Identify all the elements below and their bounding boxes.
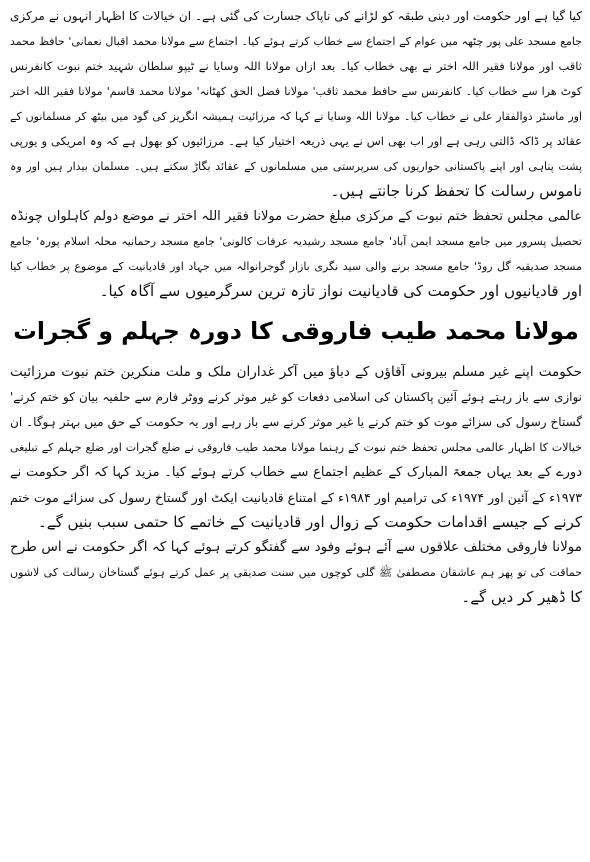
document-page	[10, 4, 582, 856]
text-line: نوازی سے باز رہتے ہوئے آئین پاکستان کی اسلامی دفعات کو غیر موثر کرنے ووٹر فارم سے حلفیہ بیان کو ختم کرنے'	[10, 390, 582, 404]
text-line: مولانا فاروقی مختلف علاقوں سے آئے ہوئے وفود سے گفتگو کرتے ہوئے کہا کہ اگر حکومت نے اس طرح	[10, 539, 582, 555]
text-line: کا ڈھیر کر دیں گے۔	[461, 588, 582, 606]
text-line: پشت پناہی اور اپنے پاکستانی حواریوں کی سرپرستی میں مسلمانوں کے عقائد بگاڑ سکتے ہیں۔ مسلمان بیدار ہیں اور وہ	[10, 160, 582, 173]
paragraph-delegations-conversation	[10, 535, 582, 610]
text-line: مسجد صدیقیہ گل روڈ' جامع مسجد برنے والی سید نگری بازار گوجرانوالہ میں جہاد اور قادیانیت کے موضوع پر خطاب کیا	[10, 260, 582, 273]
text-line: ناموس رسالت کا تحفظ کرنا جانتے ہیں۔	[330, 182, 582, 200]
text-line: اور قادیانیوں اور حکومت کی قادیانیت نواز تازہ ترین سرگرمیوں سے آگاہ کیا۔	[99, 282, 582, 300]
paragraph-tayyab-farooqi-speech	[10, 360, 582, 535]
text-line: حماقت کی تو پھر ہم عاشقان مصطفیٰ ﷺ گلی کوچوں میں سنت صدیقی پر عمل کرتے ہوئے گستاخان رسالت کی لاشوں	[10, 566, 582, 579]
text-line: کوٹ ھرا سے خطاب کیا۔ کانفرنس سے حافظ محمد ثاقب' مولانا فضل الحق کھٹانہ' مولانا محمد قاسم' مولانا فقیر اللہ اختر	[10, 85, 582, 98]
paragraph-faqeer-ullah-akhtar	[10, 204, 582, 304]
text-line: دورے کے بعد یہاں جمعۃ المبارک کے عظیم اجتماع سے خطاب کرتے ہوئے کیا۔ مزید کہا کہ اگر حکومت نے	[10, 465, 582, 480]
section-heading: مولانا محمد طیب فاروقی کا دورہ جہلم و گجرات	[13, 317, 579, 345]
text-line: کرنے کے جیسے اقدامات حکومت کے زوال اور قادیانیت کے خاتمے کا حتمی سبب بنیں گے۔	[38, 513, 582, 531]
text-line: تحصیل پسرور میں جامع مسجد ایمن آباد' جامع مسجد رشیدیہ عرفات کالونی' جامع مسجد رحمانیہ محلہ اسلام پورہ' جامع	[10, 235, 582, 248]
text-line: ۱۹۷۳ء کے آئین اور ۱۹۷۴ء کی ترامیم اور ۱۹۸۴ء کے امتناع قادیانیت ایکٹ اور گستاخ رسول کی سزائے موت ختم	[10, 490, 582, 505]
text-line: خیالات کا اظہار عالمی مجلس تحفظ ختم نبوت کے رہنما مولانا محمد طیب فاروقی نے ضلع گجرات اور ضلع جہلم کے تبلیغی	[10, 441, 582, 454]
text-line: عالمی مجلس تحفظ ختم نبوت کے مرکزی مبلغ حضرت مولانا فقیر اللہ اختر نے موضع دولم کاہلواں چونڈہ	[10, 209, 582, 224]
text-line: گستاخ رسول کی سزائے موت کو ختم کرنے یا غیر موثر کرنے سے باز رہے اور یہ حکومت کے حق میں بہتر ہوگا۔ ان	[10, 415, 582, 429]
text-line: ثاقب اور مولانا فقیر اللہ اختر نے بھی خطاب کیا۔ بعد ازاں مولانا اللہ وسایا نے ٹیپو سلطان شہید ختم نبوت کانفرنس	[10, 59, 582, 73]
text-line: حکومت اپنے غیر مسلم بیرونی آقاؤں کے دباؤ میں آکر غداران ملک و ملت منکرین ختم نبوت مرزائیت	[10, 364, 582, 380]
text-line: اور ماسٹر ذوالفقار علی نے خطاب کیا۔ مولانا اللہ وسایا نے کہا کہ مرزائیت ہمیشہ انگریز کی گود میں بیٹھ کر مسلمانوں کے	[10, 110, 582, 123]
text-line: عقائد پر ڈاکہ ڈالتی رہی ہے اور اب بھی اس نے یہی ذریعہ اختیار کیا ہے۔ مرزائیوں کو بھول ہے کہ وہ امریکی و یورپی	[10, 134, 582, 148]
paragraph-speech-ali-pur-chattha	[10, 4, 582, 204]
text-line: جامع مسجد علی پور چٹھہ میں عوام کے اجتماع سے خطاب کرتے ہوئے کیا۔ اجتماع سے مولانا محمد اقبال نعمانی' حافظ محمد	[10, 35, 582, 48]
text-line: کیا گیا ہے اور حکومت اور دینی طبقہ کو لڑانے کی ناپاک جسارت کی گئی ہے۔ ان خیالات کا اظہار انہوں نے مرکزی	[10, 9, 582, 23]
